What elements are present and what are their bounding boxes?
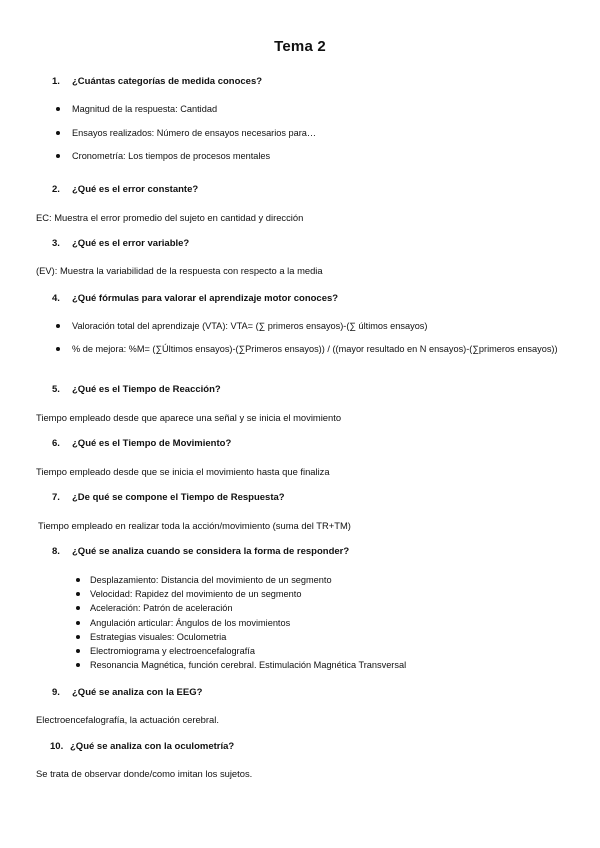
bullet-icon (76, 649, 80, 653)
answer-9: Electroencefalografía, la actuación cerebral. (36, 714, 219, 725)
question-number: 9. (52, 687, 60, 698)
bullet-icon (56, 131, 60, 135)
question-number: 3. (52, 238, 60, 249)
answer-7: Tiempo empleado en realizar toda la acción/movimiento (suma del TR+TM) (38, 520, 351, 531)
question-2 (52, 184, 198, 195)
question-number: 10. (50, 741, 64, 752)
question-number: 5. (52, 384, 60, 395)
question-text: ¿Qué es el error constante? (72, 184, 199, 195)
answer-5: Tiempo empleado desde que aparece una señal y se inicia el movimiento (36, 412, 342, 423)
answer-10: Se trata de observar donde/como imitan los sujetos. (36, 768, 253, 779)
bullet-icon (56, 324, 60, 328)
question-number: 8. (52, 546, 60, 557)
question-number: 4. (52, 293, 60, 304)
question-text: ¿Qué es el Tiempo de Reacción? (72, 384, 221, 395)
question-10 (52, 741, 234, 752)
answer-6: Tiempo empleado desde que se inicia el movimiento hasta que finaliza (36, 466, 330, 477)
bullet-icon (56, 107, 60, 111)
bullet-icon (76, 621, 80, 625)
question-5 (52, 384, 221, 395)
question-number: 1. (52, 76, 60, 87)
question-text: ¿Qué es el error variable? (72, 238, 190, 249)
question-8 (52, 546, 349, 557)
question-text: ¿Qué se analiza cuando se considera la forma de responder? (72, 546, 350, 557)
question-text: ¿Qué se analiza con la oculometría? (70, 741, 235, 752)
answer-2: EC: Muestra el error promedio del sujeto en cantidad y dirección (36, 212, 304, 223)
question-7 (52, 492, 285, 503)
bullet-icon (76, 635, 80, 639)
question-3 (52, 238, 189, 249)
question-1 (52, 76, 262, 87)
question-6 (52, 438, 231, 449)
answer-3: (EV): Muestra la variabilidad de la respuesta con respecto a la media (36, 265, 323, 276)
question-text: ¿Qué se analiza con la EEG? (72, 687, 203, 698)
question-text: ¿De qué se compone el Tiempo de Respuesta? (72, 492, 285, 503)
question-text: ¿Qué fórmulas para valorar el aprendizaje motor conoces? (72, 293, 339, 304)
question-text: ¿Qué es el Tiempo de Movimiento? (72, 438, 232, 449)
question-number: 6. (52, 438, 60, 449)
question-9 (52, 687, 202, 698)
bullet-icon (76, 592, 80, 596)
bullet-icon (76, 606, 80, 610)
bullet-icon (76, 663, 80, 667)
question-4 (52, 293, 338, 304)
question-number: 7. (52, 492, 60, 503)
question-text: ¿Cuántas categorías de medida conoces? (72, 76, 263, 87)
bullet-icon (56, 347, 60, 351)
bullet-icon (76, 578, 80, 582)
document-title: Tema 2 (274, 38, 326, 55)
question-number: 2. (52, 184, 60, 195)
bullet-icon (56, 154, 60, 158)
